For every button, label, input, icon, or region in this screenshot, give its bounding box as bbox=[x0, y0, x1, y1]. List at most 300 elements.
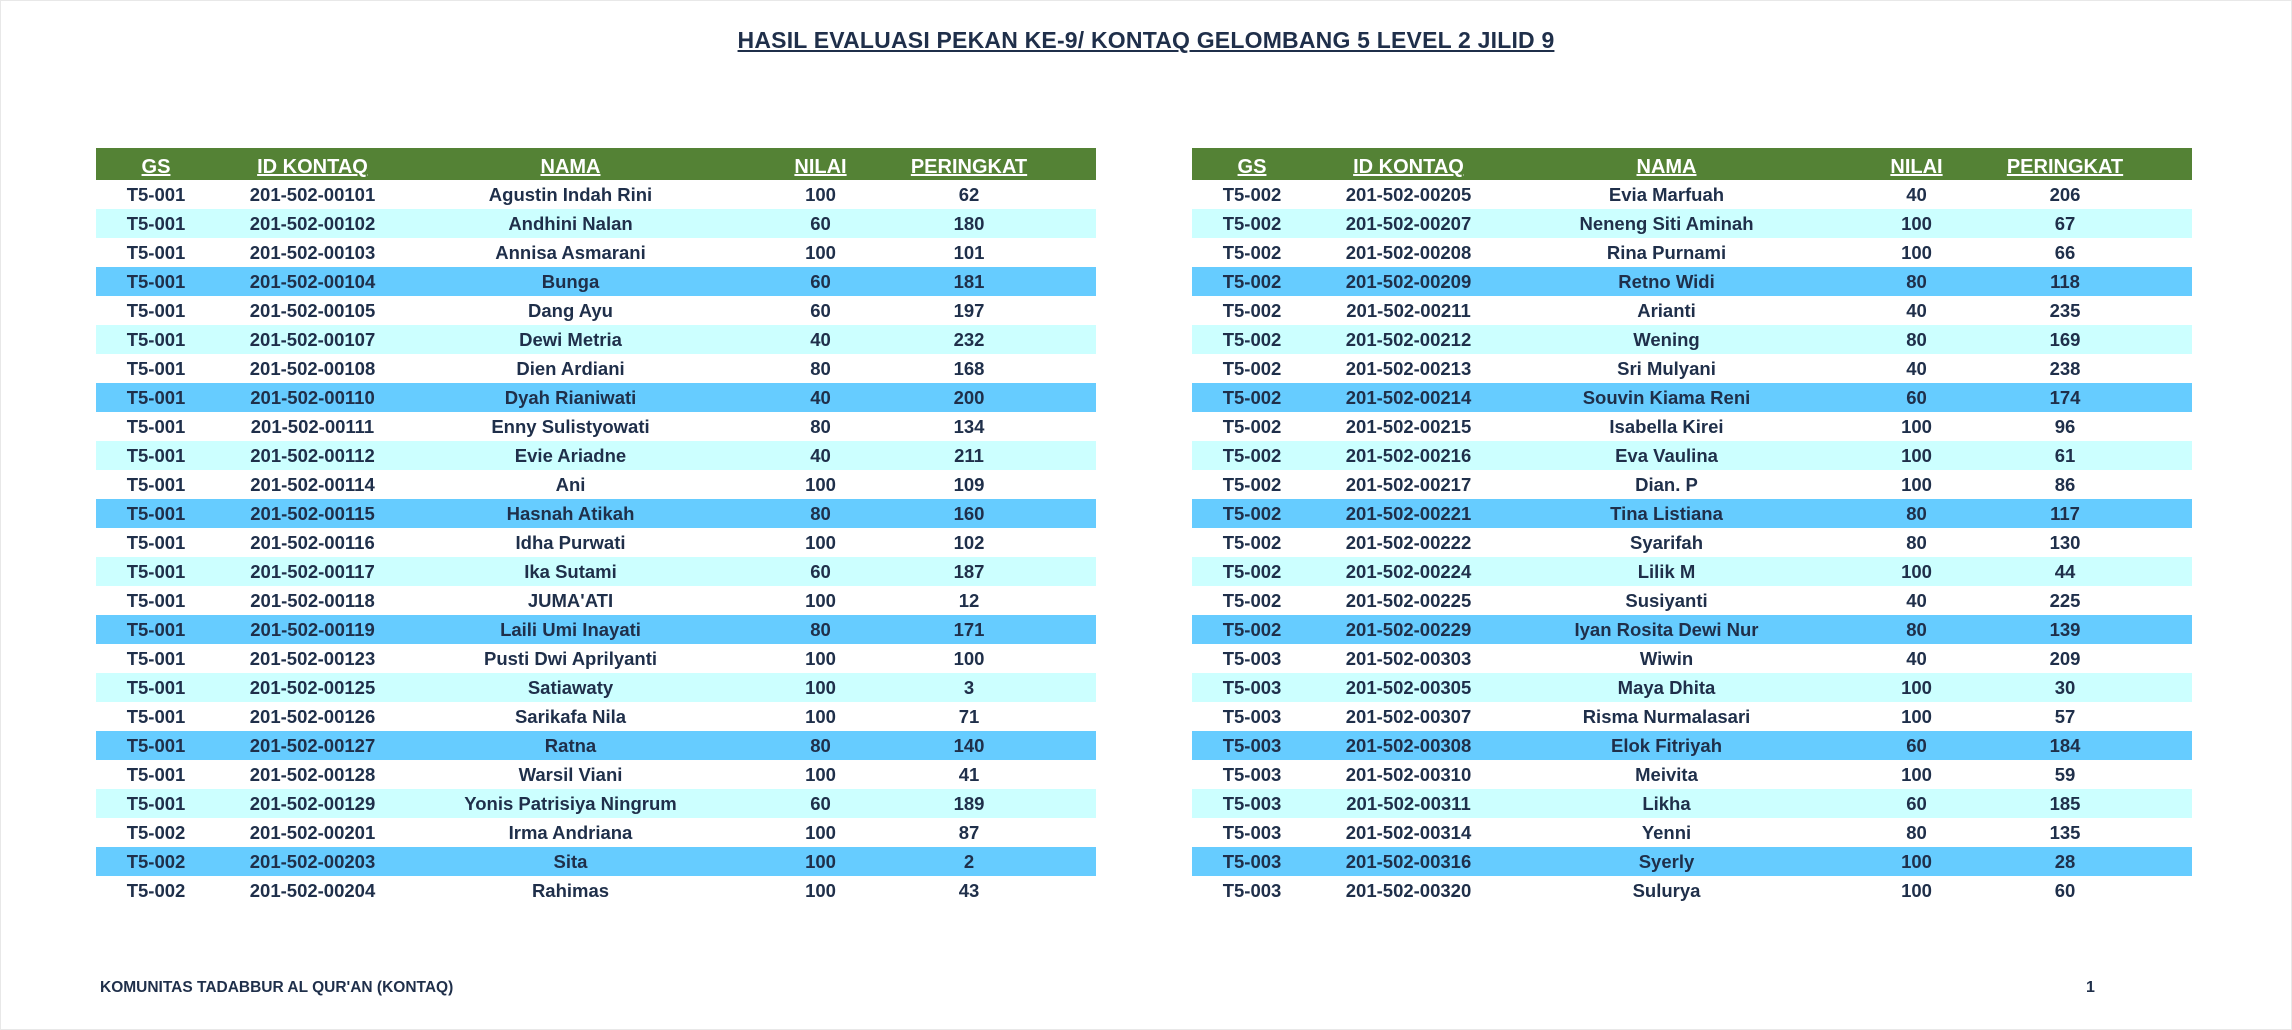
cell-peringkat: 41 bbox=[909, 760, 1029, 789]
cell-id-kontaq: 201-502-00209 bbox=[1312, 267, 1505, 296]
cell-peringkat: 28 bbox=[2005, 847, 2125, 876]
cell-nama: Arianti bbox=[1505, 296, 1828, 325]
cell-id-kontaq: 201-502-00203 bbox=[216, 847, 409, 876]
cell-nilai: 100 bbox=[732, 644, 909, 673]
cell-nama: Risma Nurmalasari bbox=[1505, 702, 1828, 731]
cell-gs: T5-001 bbox=[96, 441, 216, 470]
cell-gs: T5-001 bbox=[96, 470, 216, 499]
cell-peringkat: 43 bbox=[909, 876, 1029, 905]
table-row bbox=[1192, 673, 2192, 702]
cell-nilai: 80 bbox=[1828, 499, 2005, 528]
table-row bbox=[1192, 383, 2192, 412]
table-row bbox=[96, 818, 1096, 847]
cell-nama: JUMA'ATI bbox=[409, 586, 732, 615]
cell-nilai: 60 bbox=[732, 789, 909, 818]
table-row bbox=[96, 499, 1096, 528]
cell-id-kontaq: 201-502-00118 bbox=[216, 586, 409, 615]
cell-peringkat: 184 bbox=[2005, 731, 2125, 760]
page-title: HASIL EVALUASI PEKAN KE-9/ KONTAQ GELOMBANG 5 LEVEL 2 JILID 9 bbox=[737, 27, 1555, 53]
table-row bbox=[96, 760, 1096, 789]
cell-id-kontaq: 201-502-00221 bbox=[1312, 499, 1505, 528]
cell-nilai: 100 bbox=[1828, 441, 2005, 470]
cell-peringkat: 100 bbox=[909, 644, 1029, 673]
cell-nama: Syarifah bbox=[1505, 528, 1828, 557]
cell-spacer bbox=[2125, 412, 2192, 441]
cell-spacer bbox=[1029, 180, 1096, 209]
cell-nama: Rina Purnami bbox=[1505, 238, 1828, 267]
table-row bbox=[1192, 238, 2192, 267]
table-row bbox=[1192, 557, 2192, 586]
cell-spacer bbox=[2125, 673, 2192, 702]
cell-nama: Wiwin bbox=[1505, 644, 1828, 673]
table-header-row bbox=[96, 148, 1096, 180]
cell-nilai: 80 bbox=[732, 731, 909, 760]
cell-spacer bbox=[2125, 702, 2192, 731]
cell-peringkat: 2 bbox=[909, 847, 1029, 876]
cell-id-kontaq: 201-502-00310 bbox=[1312, 760, 1505, 789]
table-body-right bbox=[1192, 180, 2192, 905]
cell-spacer bbox=[2125, 847, 2192, 876]
cell-spacer bbox=[1029, 789, 1096, 818]
cell-nilai: 100 bbox=[1828, 557, 2005, 586]
cell-spacer bbox=[1029, 296, 1096, 325]
cell-peringkat: 3 bbox=[909, 673, 1029, 702]
cell-id-kontaq: 201-502-00305 bbox=[1312, 673, 1505, 702]
footer-page-number: 1 bbox=[2086, 979, 2095, 996]
cell-nama: Sulurya bbox=[1505, 876, 1828, 905]
cell-gs: T5-003 bbox=[1192, 789, 1312, 818]
cell-gs: T5-001 bbox=[96, 557, 216, 586]
cell-nilai: 80 bbox=[732, 412, 909, 441]
table-row bbox=[96, 702, 1096, 731]
cell-peringkat: 174 bbox=[2005, 383, 2125, 412]
table-row bbox=[96, 557, 1096, 586]
table-row bbox=[1192, 209, 2192, 238]
cell-id-kontaq: 201-502-00115 bbox=[216, 499, 409, 528]
cell-peringkat: 66 bbox=[2005, 238, 2125, 267]
cell-spacer bbox=[1029, 818, 1096, 847]
cell-spacer bbox=[1029, 876, 1096, 905]
cell-nilai: 60 bbox=[732, 557, 909, 586]
cell-nama: Ratna bbox=[409, 731, 732, 760]
cell-spacer bbox=[2125, 383, 2192, 412]
cell-spacer bbox=[2125, 615, 2192, 644]
column-header-spacer bbox=[2125, 148, 2192, 180]
cell-nilai: 80 bbox=[1828, 615, 2005, 644]
cell-nama: Andhini Nalan bbox=[409, 209, 732, 238]
cell-gs: T5-001 bbox=[96, 412, 216, 441]
cell-nilai: 100 bbox=[732, 673, 909, 702]
cell-spacer bbox=[2125, 441, 2192, 470]
column-header-nilai: NILAI bbox=[732, 148, 909, 180]
cell-nama: Hasnah Atikah bbox=[409, 499, 732, 528]
cell-peringkat: 71 bbox=[909, 702, 1029, 731]
cell-nilai: 40 bbox=[1828, 644, 2005, 673]
cell-peringkat: 135 bbox=[2005, 818, 2125, 847]
table-row bbox=[96, 528, 1096, 557]
table-row bbox=[96, 209, 1096, 238]
cell-nama: Lilik M bbox=[1505, 557, 1828, 586]
cell-nilai: 80 bbox=[732, 354, 909, 383]
cell-id-kontaq: 201-502-00224 bbox=[1312, 557, 1505, 586]
cell-spacer bbox=[2125, 818, 2192, 847]
cell-nilai: 100 bbox=[1828, 412, 2005, 441]
cell-gs: T5-002 bbox=[1192, 615, 1312, 644]
cell-id-kontaq: 201-502-00117 bbox=[216, 557, 409, 586]
cell-gs: T5-001 bbox=[96, 354, 216, 383]
cell-spacer bbox=[2125, 789, 2192, 818]
cell-gs: T5-002 bbox=[1192, 557, 1312, 586]
cell-peringkat: 102 bbox=[909, 528, 1029, 557]
table-row bbox=[96, 586, 1096, 615]
cell-gs: T5-001 bbox=[96, 615, 216, 644]
column-header-id-kontaq: ID KONTAQ bbox=[216, 148, 409, 180]
table-row bbox=[1192, 847, 2192, 876]
cell-nama: Dian. P bbox=[1505, 470, 1828, 499]
cell-peringkat: 180 bbox=[909, 209, 1029, 238]
cell-peringkat: 61 bbox=[2005, 441, 2125, 470]
cell-nilai: 40 bbox=[1828, 296, 2005, 325]
cell-nama: Pusti Dwi Aprilyanti bbox=[409, 644, 732, 673]
table-row bbox=[96, 615, 1096, 644]
cell-nama: Rahimas bbox=[409, 876, 732, 905]
cell-nama: Dyah Rianiwati bbox=[409, 383, 732, 412]
table-header-row bbox=[1192, 148, 2192, 180]
cell-nama: Tina Listiana bbox=[1505, 499, 1828, 528]
cell-spacer bbox=[1029, 470, 1096, 499]
cell-nama: Yonis Patrisiya Ningrum bbox=[409, 789, 732, 818]
cell-peringkat: 181 bbox=[909, 267, 1029, 296]
cell-nama: Iyan Rosita Dewi Nur bbox=[1505, 615, 1828, 644]
cell-gs: T5-002 bbox=[1192, 528, 1312, 557]
cell-nilai: 40 bbox=[732, 325, 909, 354]
cell-spacer bbox=[2125, 180, 2192, 209]
table-row bbox=[1192, 876, 2192, 905]
cell-gs: T5-002 bbox=[1192, 238, 1312, 267]
cell-nama: Souvin Kiama Reni bbox=[1505, 383, 1828, 412]
cell-id-kontaq: 201-502-00308 bbox=[1312, 731, 1505, 760]
table-row bbox=[96, 180, 1096, 209]
cell-id-kontaq: 201-502-00216 bbox=[1312, 441, 1505, 470]
cell-gs: T5-002 bbox=[1192, 586, 1312, 615]
cell-nilai: 100 bbox=[732, 760, 909, 789]
column-header-nama: NAMA bbox=[1505, 148, 1828, 180]
cell-nama: Retno Widi bbox=[1505, 267, 1828, 296]
cell-nilai: 60 bbox=[1828, 789, 2005, 818]
cell-id-kontaq: 201-502-00123 bbox=[216, 644, 409, 673]
cell-gs: T5-001 bbox=[96, 702, 216, 731]
cell-nilai: 80 bbox=[1828, 818, 2005, 847]
cell-peringkat: 87 bbox=[909, 818, 1029, 847]
table-row bbox=[96, 267, 1096, 296]
cell-nama: Ani bbox=[409, 470, 732, 499]
cell-gs: T5-003 bbox=[1192, 818, 1312, 847]
table-row bbox=[1192, 731, 2192, 760]
cell-nama: Satiawaty bbox=[409, 673, 732, 702]
table-row bbox=[96, 876, 1096, 905]
table-row bbox=[96, 383, 1096, 412]
cell-id-kontaq: 201-502-00127 bbox=[216, 731, 409, 760]
cell-peringkat: 59 bbox=[2005, 760, 2125, 789]
cell-peringkat: 62 bbox=[909, 180, 1029, 209]
table-row bbox=[1192, 760, 2192, 789]
cell-id-kontaq: 201-502-00222 bbox=[1312, 528, 1505, 557]
cell-peringkat: 160 bbox=[909, 499, 1029, 528]
cell-spacer bbox=[2125, 296, 2192, 325]
table-row bbox=[1192, 412, 2192, 441]
table-row bbox=[1192, 528, 2192, 557]
cell-gs: T5-002 bbox=[1192, 180, 1312, 209]
cell-peringkat: 200 bbox=[909, 383, 1029, 412]
cell-nilai: 80 bbox=[732, 499, 909, 528]
cell-peringkat: 169 bbox=[2005, 325, 2125, 354]
cell-peringkat: 117 bbox=[2005, 499, 2125, 528]
cell-spacer bbox=[1029, 731, 1096, 760]
cell-peringkat: 197 bbox=[909, 296, 1029, 325]
table-row bbox=[96, 238, 1096, 267]
cell-gs: T5-002 bbox=[1192, 412, 1312, 441]
cell-id-kontaq: 201-502-00316 bbox=[1312, 847, 1505, 876]
table-row bbox=[96, 731, 1096, 760]
cell-spacer bbox=[2125, 557, 2192, 586]
cell-id-kontaq: 201-502-00307 bbox=[1312, 702, 1505, 731]
table-row bbox=[1192, 499, 2192, 528]
table-row bbox=[1192, 180, 2192, 209]
cell-gs: T5-001 bbox=[96, 499, 216, 528]
cell-gs: T5-002 bbox=[1192, 383, 1312, 412]
cell-spacer bbox=[2125, 354, 2192, 383]
cell-nama: Warsil Viani bbox=[409, 760, 732, 789]
cell-id-kontaq: 201-502-00303 bbox=[1312, 644, 1505, 673]
cell-nama: Maya Dhita bbox=[1505, 673, 1828, 702]
cell-gs: T5-001 bbox=[96, 238, 216, 267]
cell-nilai: 100 bbox=[732, 180, 909, 209]
cell-spacer bbox=[1029, 702, 1096, 731]
table-row bbox=[1192, 644, 2192, 673]
cell-nilai: 60 bbox=[1828, 383, 2005, 412]
cell-nilai: 60 bbox=[732, 267, 909, 296]
cell-nilai: 100 bbox=[1828, 760, 2005, 789]
cell-id-kontaq: 201-502-00214 bbox=[1312, 383, 1505, 412]
cell-id-kontaq: 201-502-00111 bbox=[216, 412, 409, 441]
cell-peringkat: 235 bbox=[2005, 296, 2125, 325]
cell-gs: T5-002 bbox=[1192, 267, 1312, 296]
cell-spacer bbox=[2125, 267, 2192, 296]
table-row bbox=[1192, 296, 2192, 325]
results-table-left bbox=[96, 148, 1096, 905]
cell-spacer bbox=[1029, 499, 1096, 528]
cell-peringkat: 185 bbox=[2005, 789, 2125, 818]
cell-peringkat: 109 bbox=[909, 470, 1029, 499]
cell-nama: Evie Ariadne bbox=[409, 441, 732, 470]
cell-id-kontaq: 201-502-00204 bbox=[216, 876, 409, 905]
cell-nilai: 100 bbox=[732, 470, 909, 499]
cell-gs: T5-002 bbox=[1192, 499, 1312, 528]
cell-peringkat: 130 bbox=[2005, 528, 2125, 557]
cell-peringkat: 44 bbox=[2005, 557, 2125, 586]
cell-id-kontaq: 201-502-00110 bbox=[216, 383, 409, 412]
column-header-peringkat: PERINGKAT bbox=[909, 148, 1029, 180]
cell-nilai: 100 bbox=[732, 847, 909, 876]
table-row bbox=[96, 789, 1096, 818]
table-row bbox=[96, 354, 1096, 383]
cell-nilai: 100 bbox=[1828, 673, 2005, 702]
cell-spacer bbox=[1029, 383, 1096, 412]
cell-gs: T5-001 bbox=[96, 325, 216, 354]
cell-id-kontaq: 201-502-00116 bbox=[216, 528, 409, 557]
cell-peringkat: 238 bbox=[2005, 354, 2125, 383]
cell-gs: T5-003 bbox=[1192, 731, 1312, 760]
cell-nama: Sita bbox=[409, 847, 732, 876]
table-row bbox=[1192, 470, 2192, 499]
cell-id-kontaq: 201-502-00311 bbox=[1312, 789, 1505, 818]
cell-nilai: 40 bbox=[732, 383, 909, 412]
cell-gs: T5-001 bbox=[96, 383, 216, 412]
cell-nama: Isabella Kirei bbox=[1505, 412, 1828, 441]
column-header-gs: GS bbox=[1192, 148, 1312, 180]
cell-nama: Idha Purwati bbox=[409, 528, 732, 557]
cell-nama: Elok Fitriyah bbox=[1505, 731, 1828, 760]
column-header-peringkat: PERINGKAT bbox=[2005, 148, 2125, 180]
cell-id-kontaq: 201-502-00119 bbox=[216, 615, 409, 644]
cell-spacer bbox=[2125, 470, 2192, 499]
cell-gs: T5-001 bbox=[96, 789, 216, 818]
cell-id-kontaq: 201-502-00208 bbox=[1312, 238, 1505, 267]
cell-nama: Agustin Indah Rini bbox=[409, 180, 732, 209]
table-row bbox=[96, 412, 1096, 441]
cell-nama: Wening bbox=[1505, 325, 1828, 354]
cell-nilai: 100 bbox=[732, 238, 909, 267]
cell-peringkat: 12 bbox=[909, 586, 1029, 615]
cell-nilai: 40 bbox=[1828, 586, 2005, 615]
column-header-gs: GS bbox=[96, 148, 216, 180]
cell-nama: Irma Andriana bbox=[409, 818, 732, 847]
cell-gs: T5-002 bbox=[1192, 354, 1312, 383]
cell-id-kontaq: 201-502-00217 bbox=[1312, 470, 1505, 499]
cell-id-kontaq: 201-502-00320 bbox=[1312, 876, 1505, 905]
cell-peringkat: 134 bbox=[909, 412, 1029, 441]
cell-id-kontaq: 201-502-00213 bbox=[1312, 354, 1505, 383]
cell-spacer bbox=[1029, 354, 1096, 383]
cell-spacer bbox=[2125, 760, 2192, 789]
cell-nama: Bunga bbox=[409, 267, 732, 296]
cell-gs: T5-003 bbox=[1192, 644, 1312, 673]
cell-nilai: 80 bbox=[1828, 267, 2005, 296]
cell-id-kontaq: 201-502-00107 bbox=[216, 325, 409, 354]
cell-nilai: 100 bbox=[1828, 876, 2005, 905]
cell-gs: T5-002 bbox=[1192, 325, 1312, 354]
cell-spacer bbox=[1029, 209, 1096, 238]
cell-gs: T5-003 bbox=[1192, 702, 1312, 731]
cell-id-kontaq: 201-502-00103 bbox=[216, 238, 409, 267]
cell-gs: T5-001 bbox=[96, 296, 216, 325]
cell-nama: Dang Ayu bbox=[409, 296, 732, 325]
table-row bbox=[96, 296, 1096, 325]
cell-peringkat: 209 bbox=[2005, 644, 2125, 673]
cell-nilai: 100 bbox=[732, 818, 909, 847]
cell-nama: Sri Mulyani bbox=[1505, 354, 1828, 383]
cell-nilai: 80 bbox=[1828, 528, 2005, 557]
cell-nilai: 100 bbox=[732, 586, 909, 615]
cell-gs: T5-001 bbox=[96, 528, 216, 557]
cell-id-kontaq: 201-502-00207 bbox=[1312, 209, 1505, 238]
cell-peringkat: 67 bbox=[2005, 209, 2125, 238]
cell-peringkat: 225 bbox=[2005, 586, 2125, 615]
cell-spacer bbox=[2125, 586, 2192, 615]
cell-nama: Syerly bbox=[1505, 847, 1828, 876]
table-row bbox=[1192, 818, 2192, 847]
cell-id-kontaq: 201-502-00225 bbox=[1312, 586, 1505, 615]
table-row bbox=[1192, 325, 2192, 354]
cell-nama: Meivita bbox=[1505, 760, 1828, 789]
cell-id-kontaq: 201-502-00201 bbox=[216, 818, 409, 847]
cell-nilai: 60 bbox=[1828, 731, 2005, 760]
cell-nilai: 60 bbox=[732, 209, 909, 238]
cell-peringkat: 232 bbox=[909, 325, 1029, 354]
cell-peringkat: 206 bbox=[2005, 180, 2125, 209]
cell-peringkat: 168 bbox=[909, 354, 1029, 383]
cell-nama: Laili Umi Inayati bbox=[409, 615, 732, 644]
cell-nama: Dewi Metria bbox=[409, 325, 732, 354]
cell-nilai: 100 bbox=[1828, 470, 2005, 499]
cell-id-kontaq: 201-502-00112 bbox=[216, 441, 409, 470]
cell-id-kontaq: 201-502-00129 bbox=[216, 789, 409, 818]
cell-nama: Ika Sutami bbox=[409, 557, 732, 586]
cell-gs: T5-003 bbox=[1192, 876, 1312, 905]
cell-id-kontaq: 201-502-00314 bbox=[1312, 818, 1505, 847]
cell-gs: T5-001 bbox=[96, 586, 216, 615]
cell-id-kontaq: 201-502-00215 bbox=[1312, 412, 1505, 441]
cell-gs: T5-002 bbox=[96, 847, 216, 876]
cell-spacer bbox=[2125, 325, 2192, 354]
cell-spacer bbox=[1029, 586, 1096, 615]
cell-gs: T5-002 bbox=[96, 818, 216, 847]
cell-spacer bbox=[1029, 615, 1096, 644]
cell-peringkat: 96 bbox=[2005, 412, 2125, 441]
cell-spacer bbox=[1029, 412, 1096, 441]
cell-spacer bbox=[1029, 673, 1096, 702]
table-row bbox=[96, 325, 1096, 354]
table-body-left bbox=[96, 180, 1096, 905]
cell-nama: Eva Vaulina bbox=[1505, 441, 1828, 470]
cell-nilai: 100 bbox=[1828, 209, 2005, 238]
cell-nama: Enny Sulistyowati bbox=[409, 412, 732, 441]
cell-nama: Neneng Siti Aminah bbox=[1505, 209, 1828, 238]
table-row bbox=[1192, 267, 2192, 296]
table-row bbox=[1192, 354, 2192, 383]
cell-peringkat: 57 bbox=[2005, 702, 2125, 731]
cell-gs: T5-002 bbox=[1192, 441, 1312, 470]
cell-peringkat: 211 bbox=[909, 441, 1029, 470]
cell-id-kontaq: 201-502-00114 bbox=[216, 470, 409, 499]
cell-id-kontaq: 201-502-00105 bbox=[216, 296, 409, 325]
cell-nilai: 40 bbox=[1828, 180, 2005, 209]
cell-id-kontaq: 201-502-00108 bbox=[216, 354, 409, 383]
cell-spacer bbox=[2125, 209, 2192, 238]
cell-gs: T5-002 bbox=[1192, 209, 1312, 238]
cell-spacer bbox=[1029, 760, 1096, 789]
cell-id-kontaq: 201-502-00101 bbox=[216, 180, 409, 209]
column-header-spacer bbox=[1029, 148, 1096, 180]
table-row bbox=[1192, 615, 2192, 644]
cell-nilai: 40 bbox=[1828, 354, 2005, 383]
cell-gs: T5-001 bbox=[96, 731, 216, 760]
cell-gs: T5-001 bbox=[96, 267, 216, 296]
cell-nama: Evia Marfuah bbox=[1505, 180, 1828, 209]
cell-id-kontaq: 201-502-00205 bbox=[1312, 180, 1505, 209]
cell-spacer bbox=[1029, 528, 1096, 557]
cell-gs: T5-003 bbox=[1192, 760, 1312, 789]
